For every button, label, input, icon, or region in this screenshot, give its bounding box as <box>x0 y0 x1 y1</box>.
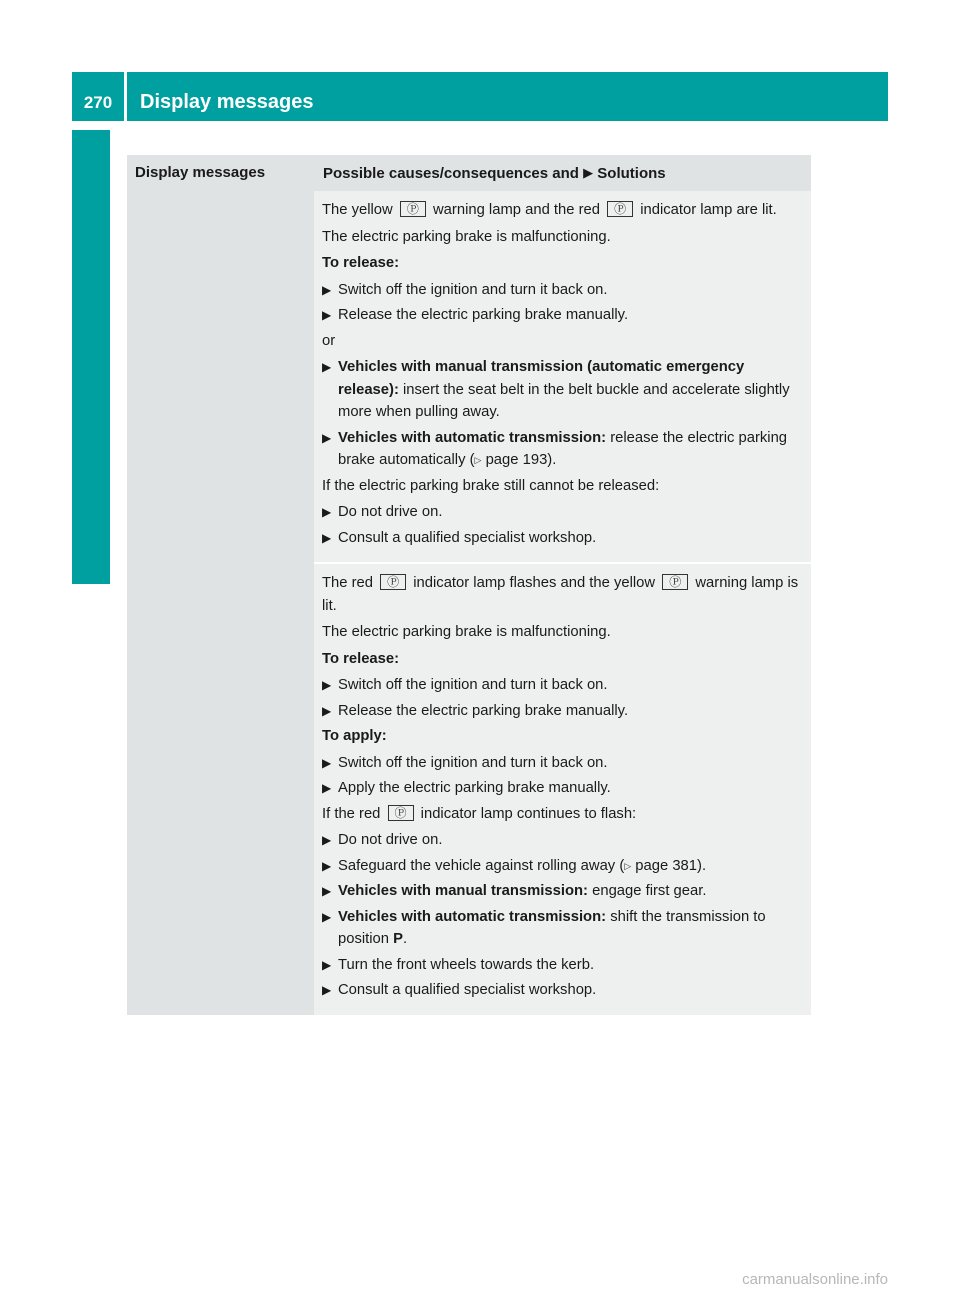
list-item: ▶ Consult a qualified specialist workshop. <box>322 527 803 550</box>
intro-text: The red Ⓟ indicator lamp flashes and the yellow Ⓟ warning lamp is lit. <box>322 575 799 614</box>
page-ref-link[interactable]: page 193 <box>485 452 548 468</box>
parking-brake-icon: Ⓟ <box>380 574 406 590</box>
display-messages-table <box>127 155 811 1015</box>
col-header-suffix: Solutions <box>597 165 666 182</box>
list-item: ▶ Turn the front wheels towards the kerb. <box>322 954 803 977</box>
table-body <box>127 191 811 1015</box>
solution-arrow-icon: ▶ <box>583 165 594 180</box>
bullet-arrow-icon: ▶ <box>322 530 332 545</box>
bullet-arrow-icon: ▶ <box>322 360 332 374</box>
bullet-arrow-icon: ▶ <box>322 703 332 718</box>
cause-text: The electric parking brake is malfunctioning. <box>322 228 611 245</box>
parking-brake-icon: Ⓟ <box>607 201 633 217</box>
bullet-arrow-icon: ▶ <box>322 430 332 445</box>
list-item: ▶ Switch off the ignition and turn it back on. <box>322 674 803 697</box>
table-row <box>314 191 811 562</box>
intro-text: The yellow Ⓟ warning lamp and the red Ⓟ indicator lamp are lit. <box>322 202 777 218</box>
bullet-arrow-icon: ▶ <box>322 282 332 297</box>
header-divider <box>124 72 127 121</box>
bullet-arrow-icon: ▶ <box>322 909 332 924</box>
bullet-arrow-icon: ▶ <box>322 781 332 795</box>
apply-heading: To apply: <box>322 728 387 744</box>
list-item: ▶ Vehicles with manual transmission: engage first gear. <box>322 880 803 903</box>
page-ref-link[interactable]: page 381 <box>635 857 698 874</box>
still-text: If the electric parking brake still cannot be released: <box>322 477 660 494</box>
list-item: ▶ Release the electric parking brake manually. <box>322 700 803 723</box>
bullet-arrow-icon: ▶ <box>322 678 332 692</box>
display-message-cell <box>127 191 314 1015</box>
cause-text: The electric parking brake is malfunctioning. <box>322 624 611 640</box>
side-tab-label: On-board computer and displays <box>79 195 102 509</box>
list-item: ▶ Do not drive on. <box>322 829 803 852</box>
list-item: ▶ Consult a qualified specialist workshop. <box>322 979 803 1002</box>
or-text: or <box>322 332 336 349</box>
bullet-arrow-icon: ▶ <box>322 884 332 898</box>
list-item: ▶ Safeguard the vehicle against rolling away (▷ page 381). <box>322 855 803 878</box>
list-item: ▶ Vehicles with manual transmission (automatic emergency release): insert the seat belt in the belt buckle and accelerate slightly more when pulling away. <box>322 356 803 424</box>
bullet-arrow-icon: ▶ <box>322 858 332 873</box>
col-header-display-messages: Display messages <box>135 164 266 181</box>
page-ref-icon: ▷ <box>474 455 482 465</box>
list-item: ▶ Vehicles with automatic transmission: release the electric parking brake automatically (▷ page 193). <box>322 427 803 472</box>
bullet-arrow-icon: ▶ <box>322 308 332 322</box>
list-item: ▶ Switch off the ignition and turn it back on. <box>322 752 803 775</box>
parking-brake-icon: Ⓟ <box>400 201 426 217</box>
list-item: ▶ Do not drive on. <box>322 501 803 524</box>
bullet-arrow-icon: ▶ <box>322 505 332 519</box>
list-item: ▶ Release the electric parking brake manually. <box>322 304 803 327</box>
bullet-arrow-icon: ▶ <box>322 833 332 847</box>
release-heading: To release: <box>322 650 400 667</box>
table-row <box>314 562 811 1015</box>
col-header-prefix: Possible causes/consequences and <box>323 165 579 182</box>
solutions-column <box>314 191 811 1015</box>
parking-brake-icon: Ⓟ <box>388 805 414 821</box>
table-header <box>127 155 811 191</box>
list-item: ▶ Vehicles with automatic transmission: shift the transmission to position P. <box>322 906 803 951</box>
bullet-arrow-icon: ▶ <box>322 755 332 770</box>
flash-text: If the red Ⓟ indicator lamp continues to flash: <box>322 805 637 822</box>
bullet-arrow-icon: ▶ <box>322 983 332 997</box>
list-item: ▶ Apply the electric parking brake manually. <box>322 777 803 800</box>
parking-brake-icon: Ⓟ <box>662 574 688 590</box>
page-ref-icon: ▷ <box>624 860 632 871</box>
page-title: Display messages <box>140 91 314 113</box>
bullet-arrow-icon: ▶ <box>322 957 332 972</box>
release-heading: To release: <box>322 255 400 271</box>
col-header-causes-solutions <box>315 155 666 191</box>
list-item: ▶ Switch off the ignition and turn it back on. <box>322 279 803 302</box>
footer-watermark: carmanualsonline.info <box>742 1271 888 1288</box>
page-number: 270 <box>83 93 113 112</box>
